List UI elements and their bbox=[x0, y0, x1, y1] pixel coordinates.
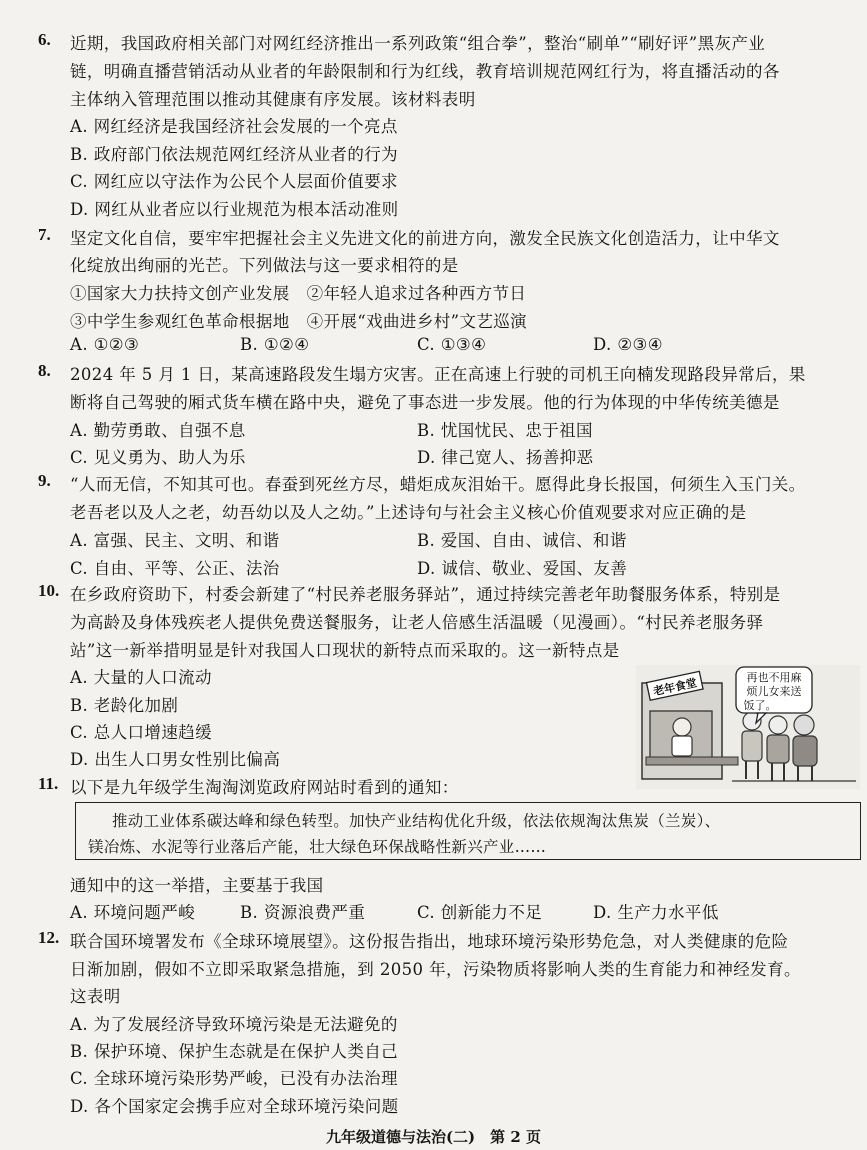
question-stem-line: 坚定文化自信，要牢牢把握社会主义先进文化的前进方向，激发全民族文化创造活力，让中华文 bbox=[70, 229, 780, 248]
option-b: B. ①②④ bbox=[240, 335, 310, 354]
question-number: 10. bbox=[38, 581, 60, 600]
question-stem-line: 近期，我国政府相关部门对网红经济推出一系列政策“组合拳”，整治“刷单”“刷好评”黑灰产业 bbox=[70, 34, 766, 53]
speech-bubble-line: 再也不用麻 bbox=[746, 671, 802, 684]
option-a: A. 环境问题严峻 bbox=[70, 903, 196, 922]
option-a: A. 为了发展经济导致环境污染是无法避免的 bbox=[70, 1015, 398, 1034]
canteen-sign-text: 老年食堂 bbox=[652, 676, 698, 699]
statement-line: ①国家大力扶持文创产业发展 ②年轻人追求过各种西方节日 bbox=[70, 284, 527, 303]
question-stem-line: 断将自己驾驶的厢式货车横在路中央，避免了事态进一步发展。他的行为体现的中华传统美德是 bbox=[70, 393, 780, 412]
option-d: D. ②③④ bbox=[593, 335, 663, 354]
speech-bubble-line: 烦儿女来送 bbox=[746, 685, 802, 698]
option-d: D. 律己宽人、扬善抑恶 bbox=[417, 448, 594, 467]
question-number: 6. bbox=[38, 30, 51, 49]
question-number: 7. bbox=[38, 225, 51, 244]
question-stem-line: 主体纳入管理范围以推动其健康有序发展。该材料表明 bbox=[70, 90, 476, 109]
option-a: A. 网红经济是我国经济社会发展的一个亮点 bbox=[70, 117, 398, 136]
option-c: C. 全球环境污染形势严峻，已没有办法治理 bbox=[70, 1069, 398, 1088]
question-stem-line: 以下是九年级学生淘淘浏览政府网站时看到的通知： bbox=[70, 778, 459, 797]
question-stem-line: 为高龄及身体残疾老人提供免费送餐服务，让老人倍感生活温暖（见漫画）。“村民养老服务驿 bbox=[70, 613, 764, 632]
question-stem-line: 在乡政府资助下，村委会新建了“村民养老服务驿站”，通过持续完善老年助餐服务体系，特别是 bbox=[70, 585, 781, 604]
notice-line: 推动工业体系碳达峰和绿色转型。加快产业结构优化升级，依法依规淘汰焦炭（兰炭）、 bbox=[112, 812, 721, 830]
question-number: 11. bbox=[38, 774, 59, 793]
question-stem-line: 老吾老以及人之老，幼吾幼以及人之幼。”上述诗句与社会主义核心价值观要求对应正确的是 bbox=[70, 503, 747, 522]
question-number: 8. bbox=[38, 361, 51, 380]
option-d: D. 出生人口男女性别比偏高 bbox=[70, 750, 281, 769]
question-stem-line: 通知中的这一举措，主要基于我国 bbox=[70, 876, 324, 895]
speech-bubble-line: 饭了。 bbox=[743, 699, 777, 712]
question-stem-line: 这表明 bbox=[70, 987, 121, 1006]
option-b: B. 老龄化加剧 bbox=[70, 696, 179, 715]
notice-line: 镁冶炼、水泥等行业落后产能，壮大绿色环保战略性新兴产业…… bbox=[88, 838, 547, 856]
option-c: C. ①③④ bbox=[417, 335, 487, 354]
statement-line: ③中学生参观红色革命根据地 ④开展“戏曲进乡村”文艺巡演 bbox=[70, 312, 528, 331]
notice-box bbox=[75, 802, 861, 860]
question-stem-line: 化绽放出绚丽的光芒。下列做法与这一要求相符的是 bbox=[70, 256, 459, 275]
cartoon-illustration bbox=[636, 665, 860, 789]
question-stem-line: 日渐加剧，假如不立即采取紧急措施，到 2050 年，污染物质将影响人类的生育能力和神经发育。 bbox=[70, 960, 801, 979]
question-stem-line: 链，明确直播营销活动从业者的年龄限制和行为红线，教育培训规范网红行为，将直播活动的各 bbox=[70, 62, 780, 81]
option-a: A. ①②③ bbox=[70, 335, 140, 354]
question-stem-line: 2024 年 5 月 1 日，某高速路段发生塌方灾害。正在高速上行驶的司机王向楠发现路段异常后，果 bbox=[70, 365, 806, 384]
option-b: B. 保护环境、保护生态就是在保护人类自己 bbox=[70, 1042, 399, 1061]
elderly-canteen-cartoon bbox=[636, 665, 860, 789]
question-number: 9. bbox=[38, 471, 51, 490]
question-number: 12. bbox=[38, 928, 60, 947]
option-d: D. 诚信、敬业、爱国、友善 bbox=[417, 559, 628, 578]
option-b: B. 忧国忧民、忠于祖国 bbox=[417, 421, 593, 440]
option-a: A. 勤劳勇敢、自强不息 bbox=[70, 421, 246, 440]
question-stem-line: 站”这一新举措明显是针对我国人口现状的新特点而采取的。这一新特点是 bbox=[70, 641, 620, 660]
option-b: B. 资源浪费严重 bbox=[240, 903, 366, 922]
option-d: D. 各个国家定会携手应对全球环境污染问题 bbox=[70, 1097, 399, 1116]
option-c: C. 总人口增速趋缓 bbox=[70, 723, 213, 742]
question-stem-line: “人而无信，不知其可也。春蚕到死丝方尽，蜡炬成灰泪始干。愿得此身长报国，何须生入玉门关。 bbox=[70, 475, 806, 494]
page-footer: 九年级道德与法治(二) 第 2 页 bbox=[325, 1128, 542, 1146]
option-a: A. 大量的人口流动 bbox=[70, 668, 212, 687]
option-c: C. 见义勇为、助人为乐 bbox=[70, 448, 246, 467]
question-stem-line: 联合国环境署发布《全球环境展望》。这份报告指出，地球环境污染形势危急，对人类健康的危险 bbox=[70, 932, 789, 951]
option-b: B. 爱国、自由、诚信、和谐 bbox=[417, 531, 627, 550]
option-d: D. 网红从业者应以行业规范为根本活动准则 bbox=[70, 200, 399, 219]
option-c: C. 创新能力不足 bbox=[417, 903, 543, 922]
option-a: A. 富强、民主、文明、和谐 bbox=[70, 531, 280, 550]
option-b: B. 政府部门依法规范网红经济从业者的行为 bbox=[70, 145, 399, 164]
option-c: C. 网红应以守法作为公民个人层面价值要求 bbox=[70, 172, 398, 191]
option-c: C. 自由、平等、公正、法治 bbox=[70, 559, 280, 578]
option-d: D. 生产力水平低 bbox=[593, 903, 719, 922]
